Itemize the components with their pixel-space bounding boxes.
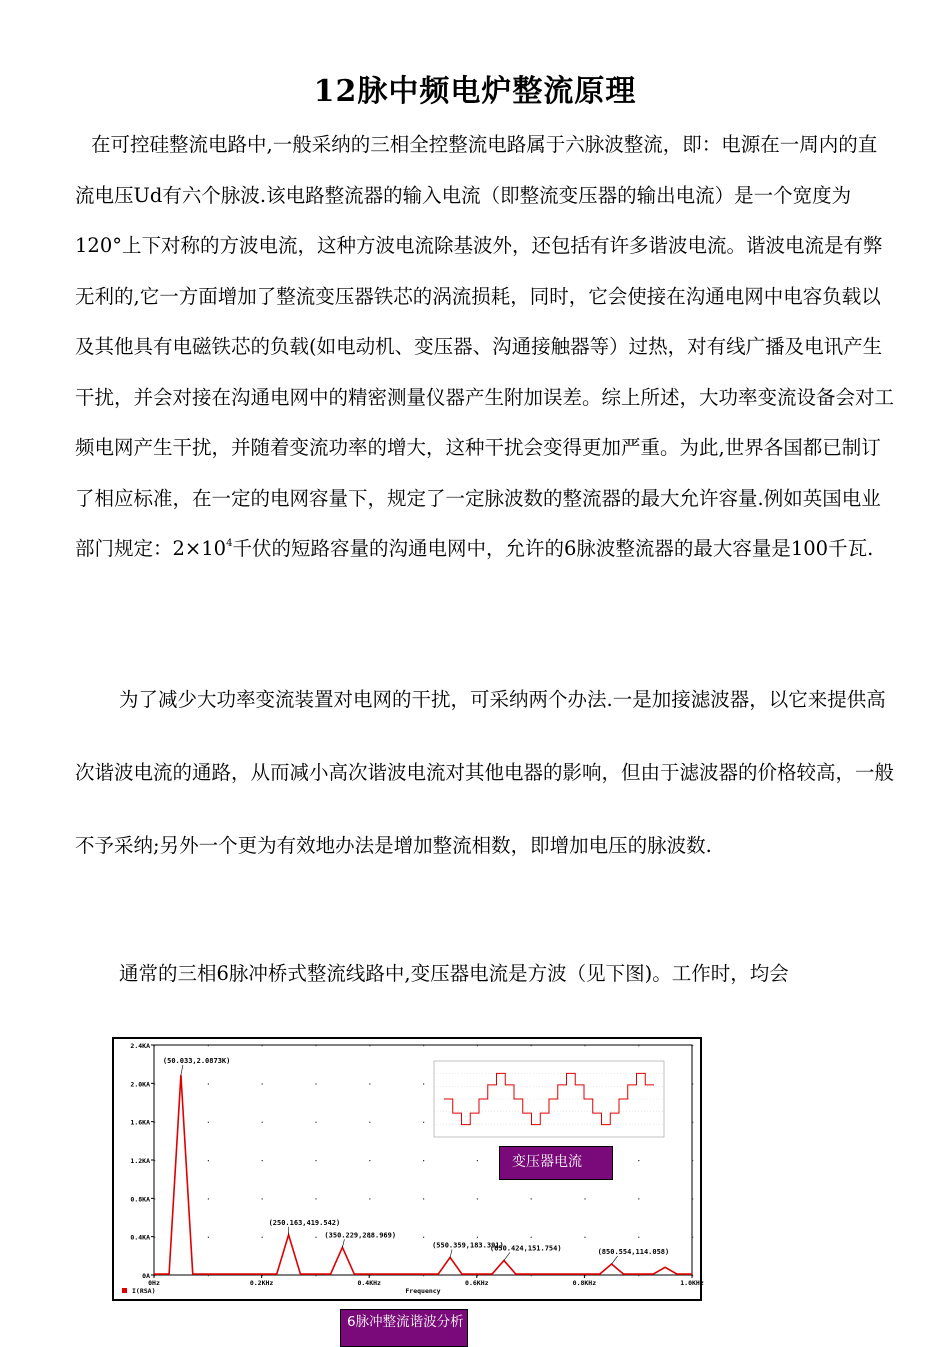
grid-dot (692, 1160, 693, 1161)
grid-dot (262, 1160, 263, 1161)
grid-dot (154, 1198, 155, 1199)
grid-dot (477, 1237, 478, 1238)
y-tick-label: 2.0KA (130, 1080, 150, 1089)
grid-dot (584, 1237, 585, 1238)
y-tick-label: 2.4KA (130, 1042, 150, 1050)
grid-dot (315, 1160, 316, 1161)
paragraph-intro-tail: 千伏的短路容量的沟通电网中，允许的6脉波整流器的最大容量是100千瓦. (232, 537, 874, 560)
grid-dot (262, 1198, 263, 1199)
grid-dot (423, 1275, 424, 1276)
grid-dot (638, 1237, 639, 1238)
grid-dot (423, 1160, 424, 1161)
grid-dot (531, 1275, 532, 1276)
grid-dot (369, 1122, 370, 1123)
grid-dot (208, 1083, 209, 1084)
grid-dot (369, 1045, 370, 1046)
grid-dot (692, 1083, 693, 1084)
grid-dot (315, 1045, 316, 1046)
grid-dot (315, 1122, 316, 1123)
x-tick-label: 0.2KHz (249, 1279, 274, 1287)
grid-dot (423, 1045, 424, 1046)
grid-dot (315, 1198, 316, 1199)
x-tick-label: 0.8KHz (572, 1279, 597, 1287)
y-tick-label: 1.2KA (130, 1157, 150, 1165)
annotation-leader (450, 1249, 452, 1257)
grid-dot (638, 1198, 639, 1199)
inset-label: 变压器电流 (499, 1146, 613, 1180)
peak-annotation: (250.163,419.542) (268, 1218, 341, 1227)
grid-dot (531, 1237, 532, 1238)
grid-dot (154, 1045, 155, 1046)
grid-dot (638, 1275, 639, 1276)
x-tick-label: 0.6KHz (465, 1279, 489, 1287)
grid-dot (638, 1160, 639, 1161)
paragraph-filter: 为了减少大功率变流装置对电网的干扰，可采纳两个办法.一是加接滤波器，以它来提供高次谐波电流的通路，从而减小高次谐波电流对其他电器的影响，但由于滤波器的价格较高，一般不予采纳;另外一个更为有效地办法是增加整流相数，即增加电压的脉波数. (75, 688, 895, 857)
legend-marker (122, 1288, 127, 1293)
grid-dot (262, 1045, 263, 1046)
legend-label: I(RSA) (132, 1287, 156, 1295)
grid-dot (477, 1160, 478, 1161)
peak-annotation: (50.033,2.0873K) (162, 1056, 231, 1065)
grid-dot (154, 1083, 155, 1084)
peak-annotation: (350.229,288.969) (324, 1231, 397, 1240)
y-tick-label: 0A (142, 1272, 150, 1280)
grid-dot (423, 1198, 424, 1199)
annotation-leader (181, 1065, 183, 1075)
grid-dot (369, 1083, 370, 1084)
grid-dot (262, 1237, 263, 1238)
grid-dot (154, 1160, 155, 1161)
grid-dot (692, 1122, 693, 1123)
grid-dot (423, 1083, 424, 1084)
grid-dot (154, 1122, 155, 1123)
grid-dot (315, 1275, 316, 1276)
grid-dot (423, 1122, 424, 1123)
y-tick-label: 1.6KA (130, 1118, 150, 1127)
grid-dot (315, 1237, 316, 1238)
grid-dot (477, 1198, 478, 1199)
grid-dot (638, 1045, 639, 1046)
grid-dot (208, 1275, 209, 1276)
paragraph-bridge: 通常的三相6脉冲桥式整流线路中,变压器电流是方波（见下图)。工作时，均会 (119, 962, 789, 985)
x-tick-label: 0Hz (148, 1279, 160, 1287)
y-tick-label: 0.8KA (130, 1195, 150, 1204)
grid-dot (369, 1160, 370, 1161)
grid-dot (477, 1045, 478, 1046)
exponent: 4 (226, 538, 233, 549)
grid-dot (208, 1122, 209, 1123)
grid-dot (531, 1198, 532, 1199)
grid-dot (584, 1198, 585, 1199)
grid-dot (208, 1237, 209, 1238)
paragraph-intro (75, 120, 895, 575)
grid-dot (315, 1083, 316, 1084)
figure-caption: 6脉冲整流谐波分析 (340, 1309, 468, 1347)
grid-dot (692, 1237, 693, 1238)
x-tick-label: 1.0KHz (680, 1279, 704, 1287)
harmonic-spectrum-chart (112, 1037, 702, 1301)
annotation-leader (612, 1256, 618, 1264)
peak-annotation: (850.554,114.058) (597, 1248, 670, 1257)
grid-dot (369, 1198, 370, 1199)
grid-dot (692, 1198, 693, 1199)
annotation-leader (342, 1239, 344, 1247)
grid-dot (262, 1083, 263, 1084)
x-tick-label: 0.4KHz (357, 1279, 381, 1287)
grid-dot (531, 1045, 532, 1046)
x-axis-label: Frequency (405, 1287, 441, 1295)
grid-dot (208, 1045, 209, 1046)
grid-dot (208, 1198, 209, 1199)
grid-dot (423, 1237, 424, 1238)
annotation-leader (504, 1252, 510, 1260)
paragraph-intro-text: 在可控硅整流电路中,一般采纳的三相全控整流电路属于六脉波整流，即：电源在一周内的直流电压Ud有六个脉波.该电路整流器的输入电流（即整流变压器的输出电流）是一个宽度为120°上下对称的方波电流，这种方波电流除基波外，还包括有许多谐波电流。谐波电流是有弊无利的,它一方面增加了整流变压器铁芯的涡流损耗，同时，它会使接在沟通电网中电容负载以及其他具有电磁铁芯的负载(如电动机、变压器、沟通接触器等）过热，对有线广播及电讯产生干扰，并会对接在沟通电网中的精密测量仪器产生附加误差。综上所述，大功率变流设备会对工频电网产生干扰，并随着变流功率的增大，这种干扰会变得更加严重。为此,世界各国都已制订了相应标准，在一定的电网容量下，规定了一定脉波数的整流器的最大允许容量.例如英国电业部门规定：2×10 (75, 133, 895, 560)
grid-dot (154, 1237, 155, 1238)
grid-dot (262, 1122, 263, 1123)
page-title: 12脉中频电炉整流原理 (313, 74, 637, 109)
y-tick-label: 0.4KA (130, 1233, 150, 1242)
grid-dot (692, 1045, 693, 1046)
grid-dot (208, 1160, 209, 1161)
peak-annotation: (550.359,183.391) (432, 1241, 504, 1250)
peak-annotation: (650.424,151.754) (489, 1244, 562, 1253)
grid-dot (584, 1045, 585, 1046)
